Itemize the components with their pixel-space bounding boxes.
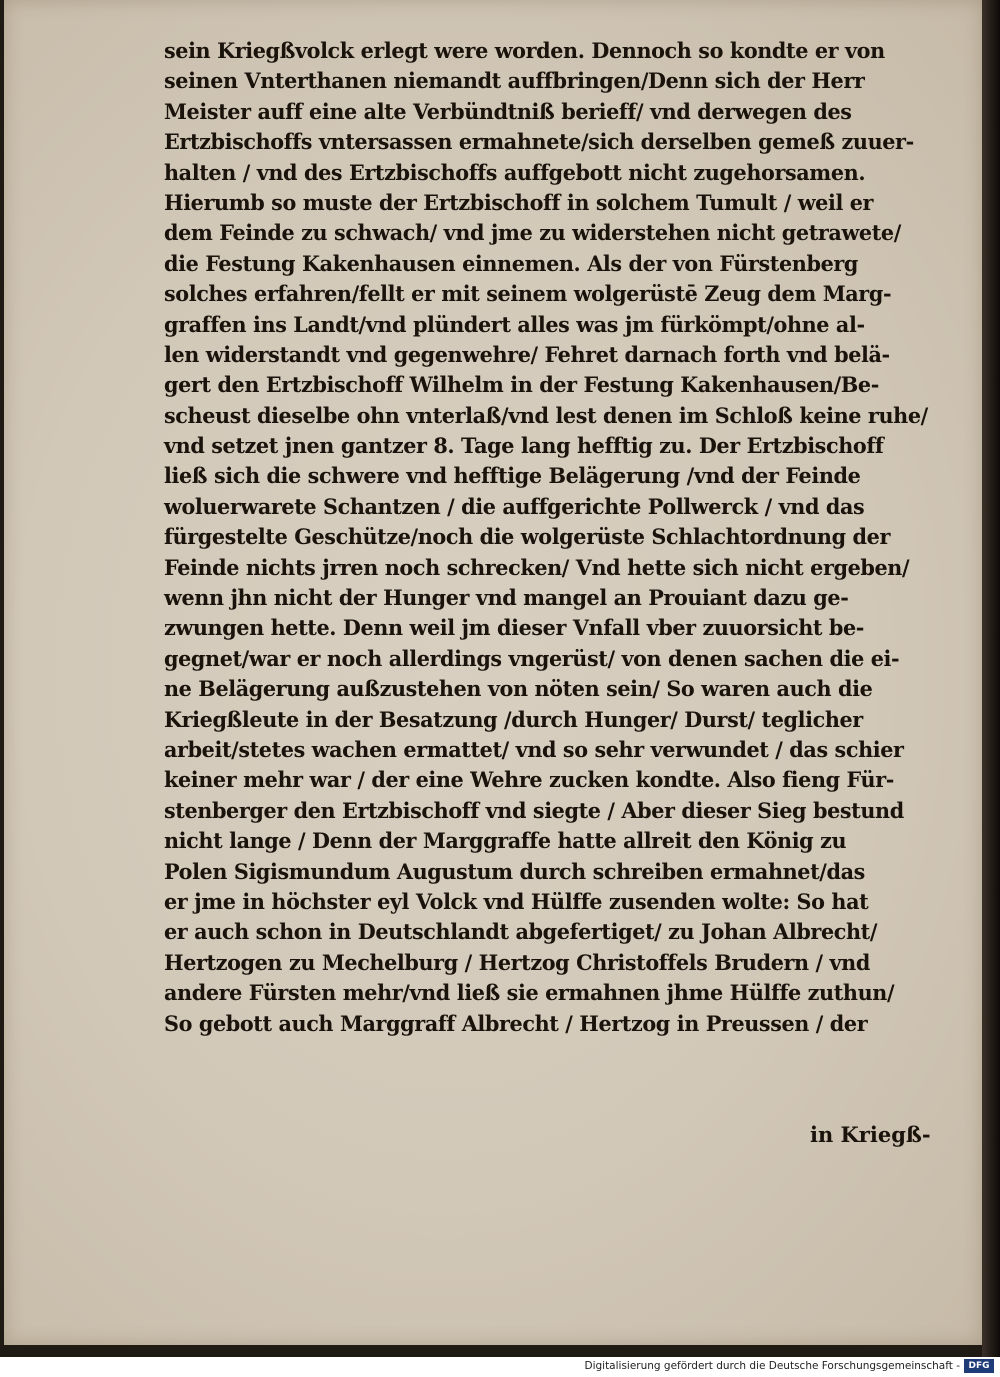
text-line: dem Feinde zu schwach/ vnd jme zu widerstehen nicht getrawete/ [164, 220, 901, 246]
text-line: nicht lange / Denn der Marggraffe hatte allreit den König zu [164, 828, 847, 854]
body-text [164, 36, 964, 1039]
text-line: Meister auff eine alte Verbündtniß berieff/ vnd derwegen des [164, 98, 852, 124]
text-line: seinen Vnterthanen niemandt auffbringen/Denn sich der Herr [164, 68, 865, 94]
text-line: scheust dieselbe ohn vnterlaß/vnd lest denen im Schloß keine ruhe/ [164, 402, 928, 428]
dfg-logo: DFG [964, 1359, 994, 1373]
text-line: er auch schon in Deutschlandt abgefertiget/ zu Johan Albrecht/ [164, 919, 878, 945]
text-line: halten / vnd des Ertzbischoffs auffgebott nicht zugehorsamen. [164, 159, 866, 185]
text-line: arbeit/stetes wachen ermattet/ vnd so sehr verwundet / das schier [164, 736, 904, 762]
text-line: Hierumb so muste der Ertzbischoff in solchem Tumult / weil er [164, 189, 874, 215]
catchword: in Kriegß- [810, 1122, 931, 1147]
text-line: ließ sich die schwere vnd hefftige Belägerung /vnd der Feinde [164, 463, 861, 489]
text-line: graffen ins Landt/vnd plündert alles was jm fürkömpt/ohne al- [164, 311, 865, 337]
text-line: andere Fürsten mehr/vnd ließ sie ermahnen jhme Hülffe zuthun/ [164, 980, 895, 1006]
text-line: So gebott auch Marggraff Albrecht / Hertzog in Preussen / der [164, 1010, 868, 1036]
text-line: er jme in höchster eyl Volck vnd Hülffe zusenden wolte: So hat [164, 888, 869, 914]
text-line: zwungen hette. Denn weil jm dieser Vnfall vber zuuorsicht be- [164, 615, 864, 641]
text-line: Feinde nichts jrren noch schrecken/ Vnd hette sich nicht ergeben/ [164, 554, 910, 580]
text-line: die Festung Kakenhausen einnemen. Als der von Fürstenberg [164, 250, 859, 276]
text-line: sein Kriegßvolck erlegt were worden. Dennoch so kondte er von [164, 38, 885, 63]
text-line: Ertzbischoffs vntersassen ermahnete/sich derselben gemeß zuuer- [164, 129, 914, 155]
page-edge-shadow [982, 0, 1000, 1357]
footer-bar [0, 1357, 1000, 1377]
text-line: vnd setzet jnen gantzer 8. Tage lang hefftig zu. Der Ertzbischoff [164, 433, 884, 459]
text-line: stenberger den Ertzbischoff vnd siegte / Aber dieser Sieg bestund [164, 797, 904, 823]
book-page [4, 0, 982, 1345]
text-line: keiner mehr war / der eine Wehre zucken kondte. Also fieng Für- [164, 767, 894, 793]
text-line: gegnet/war er noch allerdings vngerüst/ von denen sachen die ei- [164, 645, 900, 671]
text-line: Kriegßleute in der Besatzung /durch Hunger/ Durst/ teglicher [164, 706, 863, 732]
text-line: woluerwarete Schantzen / die auffgerichte Pollwerck / vnd das [164, 493, 865, 519]
text-line: gert den Ertzbischoff Wilhelm in der Festung Kakenhausen/Be- [164, 372, 879, 398]
text-line: solches erfahren/fellt er mit seinem wolgerüstē Zeug dem Marg- [164, 281, 892, 307]
text-line: fürgestelte Geschütze/noch die wolgerüste Schlachtordnung der [164, 524, 890, 550]
funding-notice: Digitalisierung gefördert durch die Deutsche Forschungsgemeinschaft - [584, 1360, 960, 1372]
text-line: ne Belägerung außzustehen von nöten sein/ So waren auch die [164, 676, 873, 702]
text-line: Polen Sigismundum Augustum durch schreiben ermahnet/das [164, 858, 865, 884]
text-line: Hertzogen zu Mechelburg / Hertzog Christoffels Brudern / vnd [164, 949, 870, 975]
text-line: len widerstandt vnd gegenwehre/ Fehret darnach forth vnd belä- [164, 341, 890, 367]
text-line: wenn jhn nicht der Hunger vnd mangel an Prouiant dazu ge- [164, 585, 849, 611]
